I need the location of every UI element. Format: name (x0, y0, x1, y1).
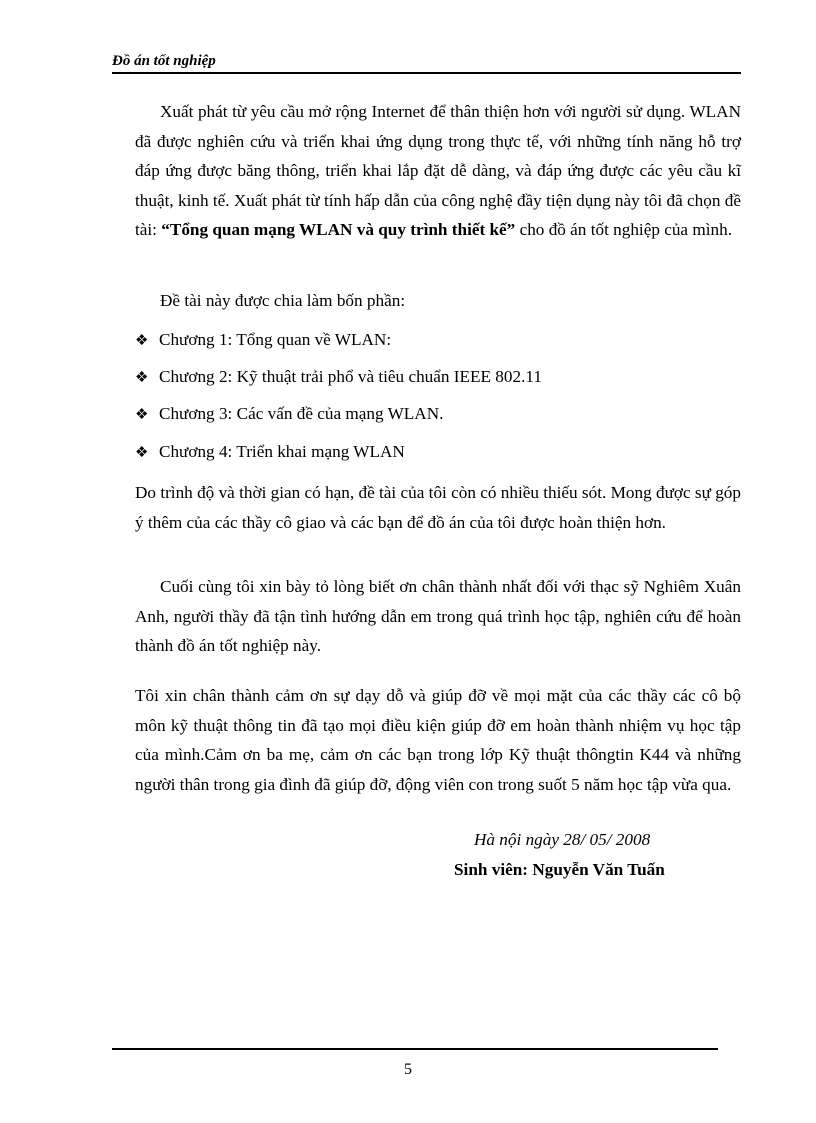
chapter-list-item (135, 329, 391, 352)
footer-divider (112, 1048, 718, 1050)
chapter-label: Chương 4: Triển khai mạng WLAN (159, 442, 405, 461)
header-divider (112, 72, 741, 74)
chapter-list-item (135, 366, 542, 389)
signature-date: Hà nội ngày 28/ 05/ 2008 (474, 830, 651, 849)
thanks-all-paragraph: Tôi xin chân thành cảm ơn sự dạy dỗ và giúp đỡ về mọi mặt của các thầy các cô bộ môn kỹ thuật thông tin đã tạo mọi điều kiện giúp đỡ em hoàn thành nhiệm vụ học tập của mình.Cảm ơn ba mẹ, cảm ơn các bạn trong lớp Kỹ thuật thôngtin K44 và những người thân trong gia đình đã giúp đỡ, động viên con trong suốt 5 năm học tập vừa qua. (135, 686, 741, 794)
intro-text-end: cho đồ án tốt nghiệp của mình. (515, 220, 732, 239)
page-number: 5 (404, 1061, 412, 1078)
divided-paragraph: Đề tài này được chia làm bốn phần: (160, 291, 406, 310)
thanks-advisor-paragraph: Cuối cùng tôi xin bày tỏ lòng biết ơn chân thành nhất đối với thạc sỹ Nghiêm Xuân Anh, người thầy đã tận tình hướng dẫn em trong quá trình học tập, nghiên cứu để hoàn thành đồ án tốt nghiệp này. (135, 577, 741, 655)
diamond-bullet-icon: ❖ (135, 333, 149, 349)
intro-text-start: Xuất phát từ yêu cầu mở rộng Internet để thân thiện hơn với người sử dụng. WLAN đã được nghiên cứu và triển khai ứng dụng trong thực tế, với những tính năng hỗ trợ đáp ứng được băng thông, triển khai lắp đặt dễ dàng, và đáp ứng được các yêu cầu kĩ thuật, kinh tế. Xuất phát từ tính hấp dẫn của công nghệ đầy tiện dụng này tôi đã chọn đề tài: (135, 102, 741, 239)
limitations-paragraph: Do trình độ và thời gian có hạn, đề tài của tôi còn có nhiều thiếu sót. Mong được sự góp ý thêm của các thầy cô giao và các bạn để đồ án của tôi được hoàn thiện hơn. (135, 483, 741, 532)
document-header-title: Đồ án tốt nghiệp (112, 53, 216, 69)
chapter-list-item (135, 441, 405, 464)
chapter-label: Chương 1: Tổng quan về WLAN: (159, 330, 392, 349)
thesis-title: “Tổng quan mạng WLAN và quy trình thiết kế” (161, 220, 516, 239)
diamond-bullet-icon: ❖ (135, 445, 149, 461)
signature-name: Sinh viên: Nguyễn Văn Tuấn (454, 860, 665, 879)
chapter-label: Chương 3: Các vấn đề của mạng WLAN. (159, 404, 444, 423)
intro-paragraph (135, 97, 741, 245)
diamond-bullet-icon: ❖ (135, 370, 149, 386)
chapter-list-item (135, 403, 443, 426)
diamond-bullet-icon: ❖ (135, 407, 149, 423)
chapter-label: Chương 2: Kỹ thuật trải phổ và tiêu chuẩn IEEE 802.11 (159, 367, 542, 386)
